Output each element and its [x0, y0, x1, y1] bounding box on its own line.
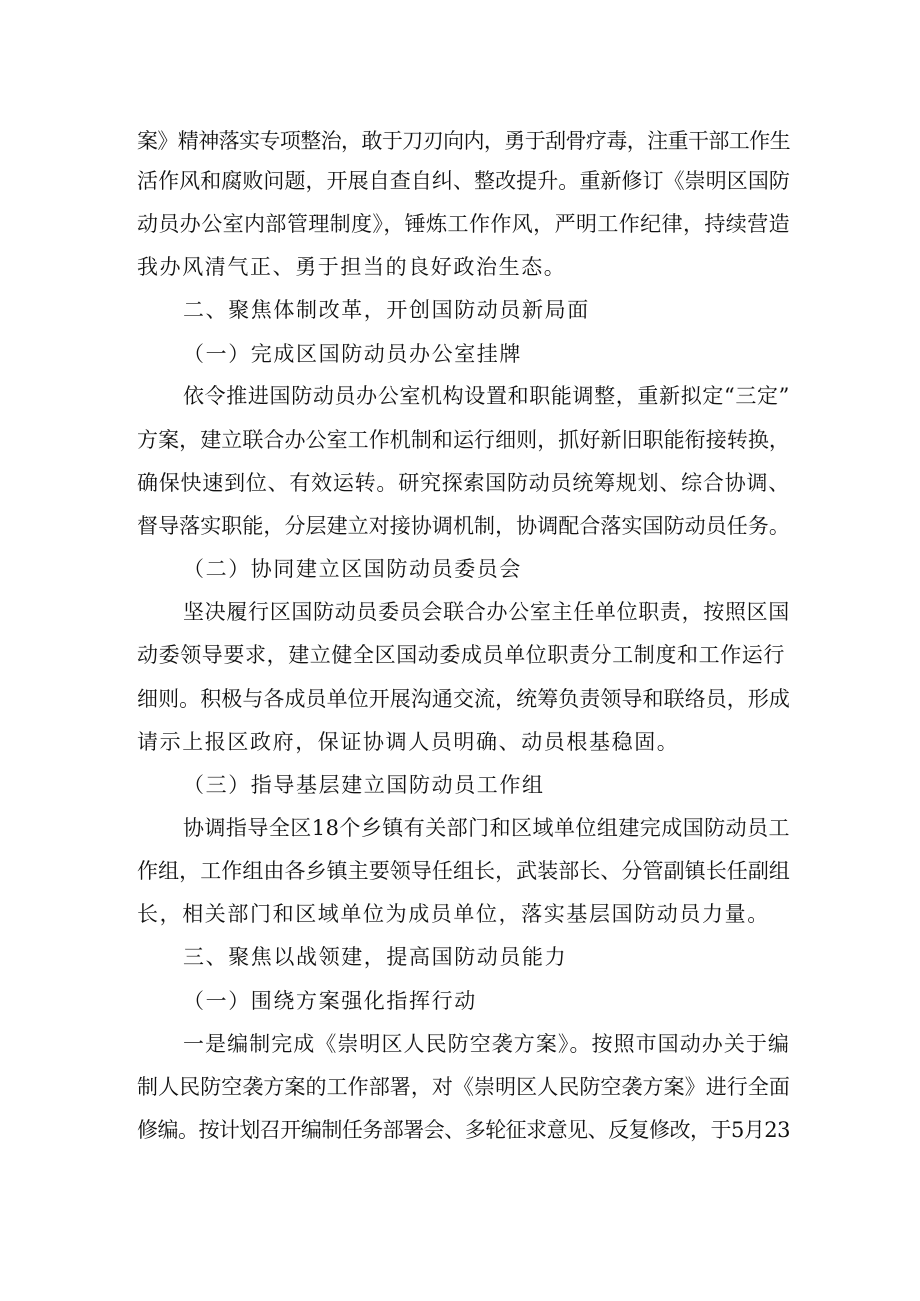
text-line	[0, 638, 920, 672]
subsection-heading	[0, 552, 920, 586]
section-heading-text: 三、聚焦以战领建，提高国防动员能力	[183, 945, 568, 969]
text-line-content: 修编。按计划召开编制任务部署会、多轮征求意见、反复修改，于5月23	[137, 1118, 790, 1142]
text-line	[0, 682, 920, 716]
text-line	[0, 897, 920, 931]
text-line-content: 细则。积极与各成员单位开展沟通交流，统筹负责领导和联络员，形成	[137, 687, 790, 711]
text-line-content: 请示上报区政府，保证协调人员明确、动员根基稳固。	[137, 730, 680, 754]
text-line	[0, 379, 920, 413]
text-line-content: 活作风和腐败问题，开展自查自纠、整改提升。重新修订《崇明区国防	[137, 169, 790, 193]
text-line	[0, 1113, 920, 1147]
text-line	[0, 1027, 920, 1061]
subsection-heading	[0, 984, 920, 1018]
text-line-content: 确保快速到位、有效运转。研究探索国防动员统筹规划、综合协调、	[137, 471, 790, 495]
subsection-heading-text: （一）完成区国防动员办公室挂牌	[183, 342, 522, 366]
section-heading	[0, 293, 920, 327]
text-line	[0, 423, 920, 457]
text-line	[0, 124, 920, 158]
text-line-content: 我办风清气正、勇于担当的良好政治生态。	[137, 255, 567, 279]
text-line	[0, 250, 920, 284]
text-line-content: 督导落实职能，分层建立对接协调机制，协调配合落实国防动员任务。	[137, 514, 790, 538]
text-line-content: 长，相关部门和区域单位为成员单位，落实基层国防动员力量。	[137, 902, 770, 926]
subsection-heading	[0, 337, 920, 371]
text-line	[0, 811, 920, 845]
text-line-content: 动委领导要求，建立健全区国动委成员单位职责分工制度和工作运行	[137, 643, 785, 667]
text-line	[0, 509, 920, 543]
text-line	[0, 854, 920, 888]
text-line-content: 动员办公室内部管理制度》，锤炼工作作风，严明工作纪律，持续营造	[137, 212, 791, 236]
section-heading-text: 二、聚焦体制改革，开创国防动员新局面	[183, 298, 590, 322]
text-line-content: 制人民防空袭方案的工作部署，对《崇明区人民防空袭方案》进行全面	[137, 1075, 790, 1099]
text-line-content: 依令推进国防动员办公室机构设置和职能调整，重新拟定“三定”	[183, 384, 790, 408]
text-line-content: 案》精神落实专项整治，敢于刀刃向内，勇于刮骨疗毒，注重干部工作生	[137, 129, 790, 153]
section-heading	[0, 940, 920, 974]
text-line-content: 坚决履行区国防动员委员会联合办公室主任单位职责，按照区国	[183, 600, 790, 624]
text-line-content: 协调指导全区18个乡镇有关部门和区域单位组建完成国防动员工	[183, 816, 790, 840]
text-line	[0, 207, 920, 241]
subsection-heading	[0, 768, 920, 802]
text-line-content: 一是编制完成《崇明区人民防空袭方案》。按照市国动办关于编	[183, 1032, 790, 1056]
text-line-content: 方案，建立联合办公室工作机制和运行细则，抓好新旧职能衔接转换，	[137, 428, 790, 452]
subsection-heading-text: （一）围绕方案强化指挥行动	[183, 989, 477, 1013]
subsection-heading-text: （二）协同建立区国防动员委员会	[183, 557, 522, 581]
text-line	[0, 466, 920, 500]
text-line	[0, 164, 920, 198]
text-line-content: 作组，工作组由各乡镇主要领导任组长，武装部长、分管副镇长任副组	[137, 859, 790, 883]
subsection-heading-text: （三）指导基层建立国防动员工作组	[183, 773, 545, 797]
text-line	[0, 725, 920, 759]
text-line	[0, 1070, 920, 1104]
text-line	[0, 595, 920, 629]
